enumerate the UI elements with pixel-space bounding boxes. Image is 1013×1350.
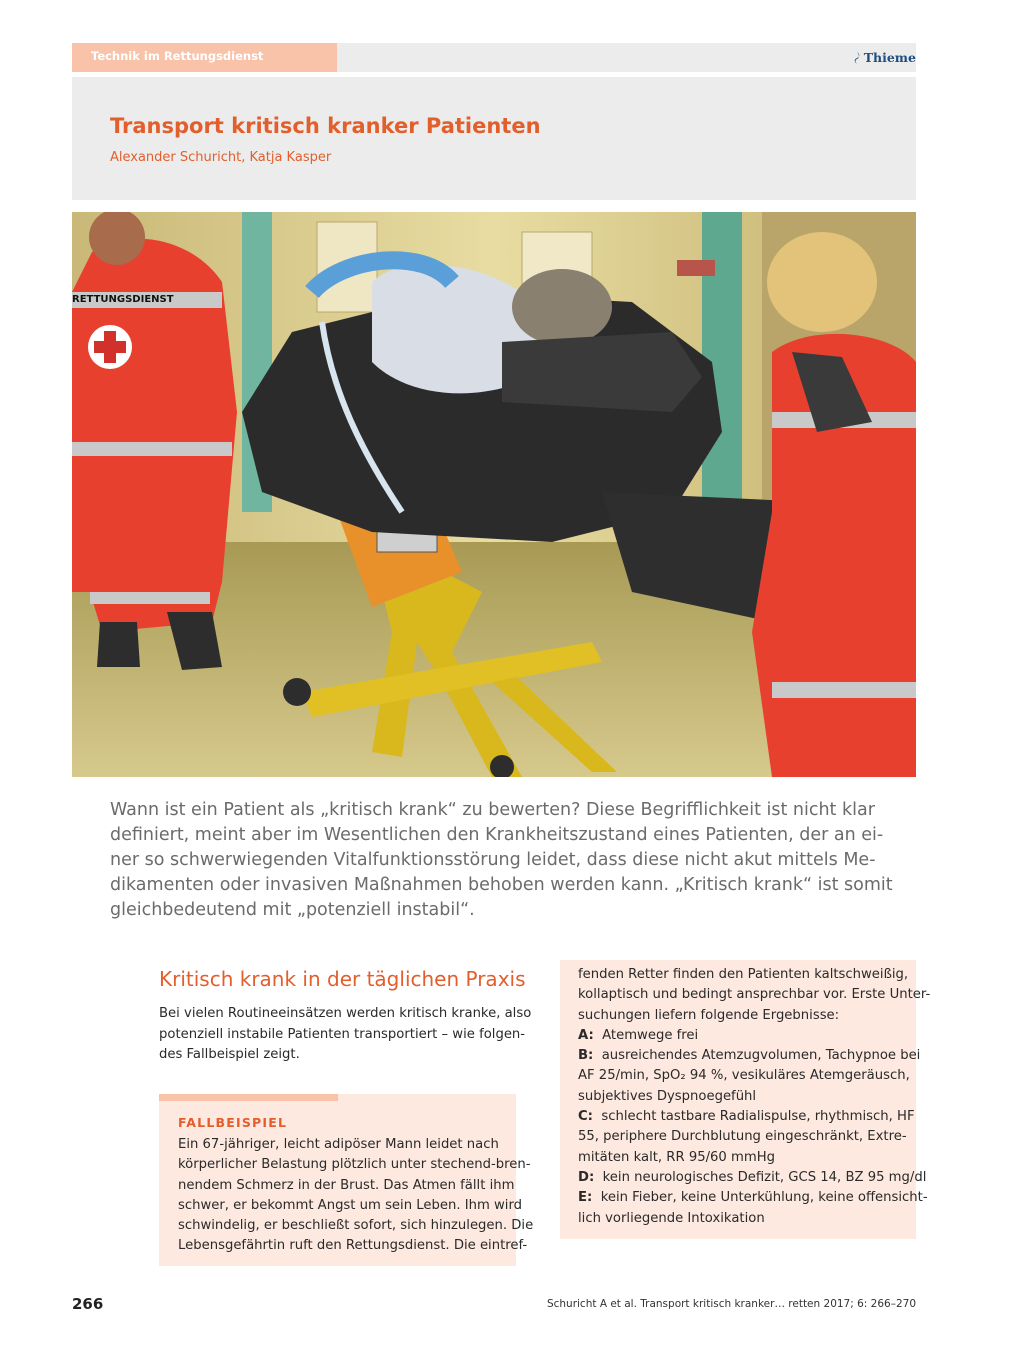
lead-line: ner so schwerwiegenden Vitalfunktionsstörung leidet, dass diese nicht akut mittels Me- — [110, 850, 876, 870]
stretcher-transport-illustration — [72, 212, 916, 777]
article-authors: Alexander Schuricht, Katja Kasper — [110, 150, 332, 165]
finding-key: C: — [578, 1109, 593, 1125]
case-accent-bar — [159, 1094, 338, 1101]
case-line: Lebensgefährtin ruft den Rettungsdienst. Die eintref- — [178, 1238, 528, 1254]
finding-d — [578, 1168, 927, 1188]
article-title: Transport kritisch kranker Patienten — [110, 114, 541, 138]
case-study-label: FALLBEISPIEL — [178, 1115, 288, 1130]
finding-b — [578, 1046, 921, 1066]
finding-text: 55, periphere Durchblutung eingeschränkt, Extre- — [578, 1129, 907, 1145]
body-line: Bei vielen Routineeinsätzen werden kritisch kranke, also — [159, 1006, 532, 1021]
case-study-text — [178, 1135, 534, 1257]
case-line: Ein 67-jähriger, leicht adipöser Mann leidet nach — [178, 1137, 499, 1152]
publisher-name: Thieme — [863, 50, 916, 65]
finding-text: kein neurologisches Defizit, GCS 14, BZ 95 mg/dl — [602, 1169, 927, 1185]
finding-e — [578, 1188, 928, 1208]
finding-text: ausreichendes Atemzugvolumen, Tachypnoe bei — [601, 1048, 921, 1064]
article-photo — [72, 212, 916, 777]
lead-line: dikamenten oder invasiven Maßnahmen behoben werden kann. „Kritisch krank“ ist somit — [110, 875, 893, 895]
case-line: körperlicher Belastung plötzlich unter stechend-bren- — [178, 1157, 531, 1173]
finding-key: B: — [578, 1048, 594, 1064]
finding-text: kein Fieber, keine Unterkühlung, keine offensicht- — [600, 1190, 928, 1206]
case-line: schwindelig, er beschließt sofort, sich hinzulegen. Die — [178, 1218, 534, 1234]
case-study-continued-text — [578, 965, 931, 1229]
finding-text: lich vorliegende Intoxikation — [578, 1210, 765, 1226]
case-line: kollaptisch und bedingt ansprechbar vor. Erste Unter- — [578, 987, 931, 1003]
body-line: potenziell instabile Patienten transportiert – wie folgen- — [159, 1026, 526, 1042]
case-line: nendem Schmerz in der Brust. Das Atmen fällt ihm — [178, 1177, 515, 1193]
case-line: schwer, er bekommt Angst um sein Leben. Ihm wird — [178, 1197, 523, 1213]
thieme-logo-icon — [853, 52, 861, 64]
finding-text: mitäten kalt, RR 95/60 mmHg — [578, 1149, 775, 1165]
case-study-continued-box — [560, 960, 931, 1239]
vest-label: RETTUNGSDIENST — [72, 294, 174, 305]
finding-key: D: — [578, 1169, 595, 1185]
finding-key: E: — [578, 1190, 593, 1206]
finding-text: schlecht tastbare Radialispulse, rhythmisch, HF — [601, 1109, 915, 1125]
lead-line: gleichbedeutend mit „potenziell instabil“. — [110, 900, 475, 920]
section-tab — [72, 43, 337, 72]
title-box — [72, 77, 916, 200]
case-line: suchungen liefern folgende Ergebnisse: — [578, 1007, 840, 1023]
citation: Schuricht A et al. Transport kritisch kranker… retten 2017; 6: 266–270 — [546, 1298, 916, 1310]
body-line: des Fallbeispiel zeigt. — [159, 1047, 300, 1062]
lead-line: definiert, meint aber im Wesentlichen den Krankheitszustand eines Patienten, der an ei- — [110, 825, 884, 845]
section-heading: Kritisch krank in der täglichen Praxis — [159, 967, 526, 991]
lead-line: Wann ist ein Patient als „kritisch krank“ zu bewerten? Diese Begrifflichkeit ist nicht klar — [110, 800, 875, 820]
finding-text: Atemwege frei — [602, 1027, 699, 1043]
finding-text: subjektives Dyspnoegefühl — [578, 1088, 757, 1104]
finding-a — [578, 1026, 903, 1046]
finding-text: AF 25/min, SpO₂ 94 %, vesikuläres Atemgeräusch, — [578, 1068, 910, 1084]
section-label: Technik im Rettungsdienst — [91, 49, 264, 63]
lead-paragraph — [110, 798, 893, 923]
finding-c — [578, 1107, 915, 1127]
page-number: 266 — [72, 1295, 104, 1313]
case-study-box — [159, 1094, 534, 1266]
finding-key: A: — [578, 1027, 594, 1043]
publisher-logo — [853, 50, 916, 65]
body-paragraph — [159, 1004, 532, 1066]
case-line: fenden Retter finden den Patienten kaltschweißig, — [578, 967, 909, 982]
